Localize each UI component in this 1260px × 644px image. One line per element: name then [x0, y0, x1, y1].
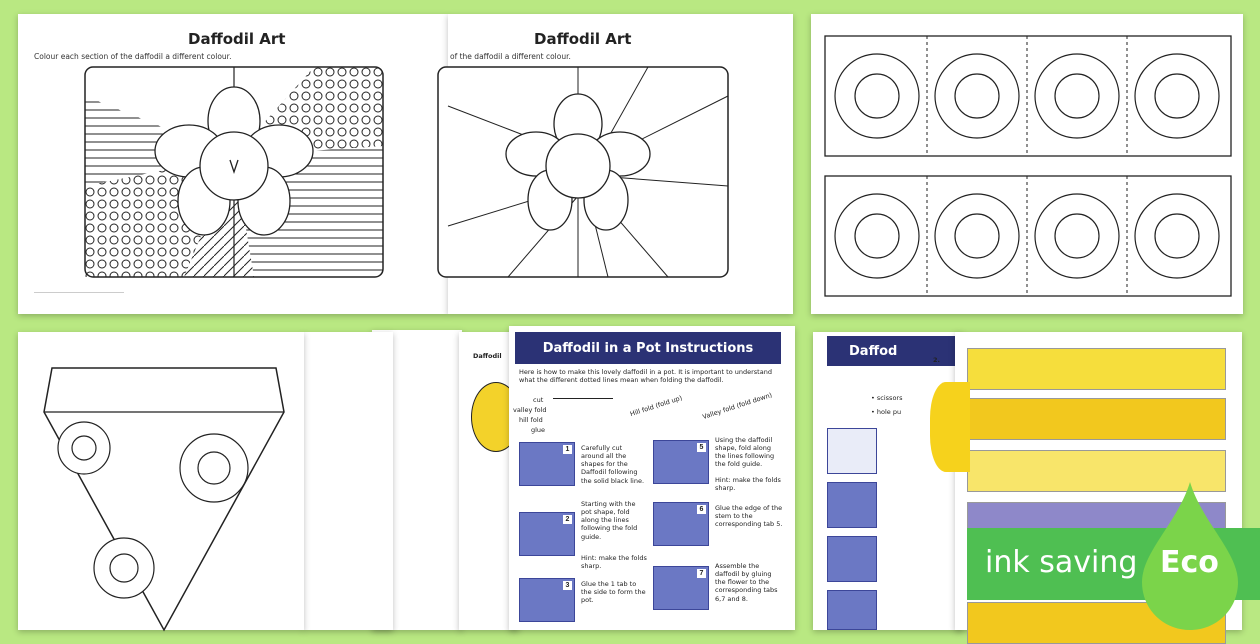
step-5-image: 5 — [653, 440, 709, 484]
daffodil-headband-outline — [825, 36, 1231, 296]
legend-valley-fold: valley fold — [513, 406, 547, 414]
step-number-label: 2. — [933, 356, 940, 364]
headband-strip-2 — [967, 398, 1226, 440]
partial-instructions-sheet — [813, 332, 963, 630]
template-label: Daffodil — [473, 352, 502, 360]
step-4-box — [827, 590, 877, 630]
step-2-text: Starting with the pot shape, fold along the lines following the fold guide. — [581, 500, 638, 541]
step-2-image: 2 — [519, 512, 575, 556]
legend-lines — [553, 398, 613, 434]
step-1-text: Carefully cut around all the shapes for the Daffodil following the solid black line. — [581, 444, 645, 485]
partial-list-hole-punch: • hole pu — [871, 408, 902, 416]
sheet-subtitle: of the daffodil a different colour. — [450, 52, 571, 61]
step-6-text: Glue the edge of the stem to the corresponding tab 5. — [715, 504, 783, 529]
daffodil-pattern-artwork — [84, 66, 384, 278]
sheet-title: Daffodil Art — [534, 30, 632, 48]
instructions-title: Daffodil in a Pot Instructions — [515, 332, 781, 364]
instructions-intro: Here is how to make this lovely daffodil in a pot. It is important to understand what the different dotted lines mean when folding the daffodil. — [519, 368, 772, 385]
step-2-hint: Hint: make the folds sharp. — [581, 554, 647, 571]
daffodil-outline-artwork — [448, 66, 730, 278]
bunting-flag-artwork — [44, 368, 284, 630]
instructions-sheet — [509, 326, 795, 630]
step-2-box — [827, 482, 877, 528]
step-3-box — [827, 536, 877, 582]
bunting-sheet-back-1 — [303, 332, 393, 630]
legend-cut: cut — [533, 396, 544, 404]
daffodil-art-sheet-1 — [18, 14, 448, 314]
daffodil-art-sheet-2 — [448, 14, 793, 314]
footer-logos — [34, 292, 124, 304]
headband-strip-1 — [967, 348, 1226, 390]
valley-fold-label: Valley fold (fold down) — [701, 390, 774, 422]
step-5-text: Using the daffodil shape, fold along the lines following the fold guide. — [715, 436, 775, 469]
step-1-image: 1 — [519, 442, 575, 486]
step-6-image: 6 — [653, 502, 709, 546]
partial-list-scissors: • scissors — [871, 394, 903, 402]
legend-glue: glue — [531, 426, 546, 434]
sheet-title: Daffodil Art — [188, 30, 286, 48]
daffodil-headband-sheet — [811, 14, 1243, 314]
hill-fold-label: Hill fold (fold up) — [629, 393, 684, 419]
step-3-text: Glue the 1 tab to the side to form the pot. — [581, 580, 646, 605]
sheet-subtitle: Colour each section of the daffodil a different colour. — [34, 52, 232, 61]
step-5-hint: Hint: make the folds sharp. — [715, 476, 781, 493]
bunting-sheet-front — [18, 332, 304, 630]
step-7-image: 7 — [653, 566, 709, 610]
partial-title: Daffod — [827, 336, 963, 366]
daffodil-cutout-large — [930, 382, 970, 472]
legend-hill-fold: hill fold — [519, 416, 543, 424]
step-7-text: Assemble the daffodil by gluing the flower to the corresponding tabs 6,7 and 8. — [715, 562, 778, 603]
step-3-image: 3 — [519, 578, 575, 622]
eco-label: Eco — [1160, 545, 1219, 580]
step-1-box — [827, 428, 877, 474]
ink-saving-text: ink saving — [985, 545, 1138, 580]
